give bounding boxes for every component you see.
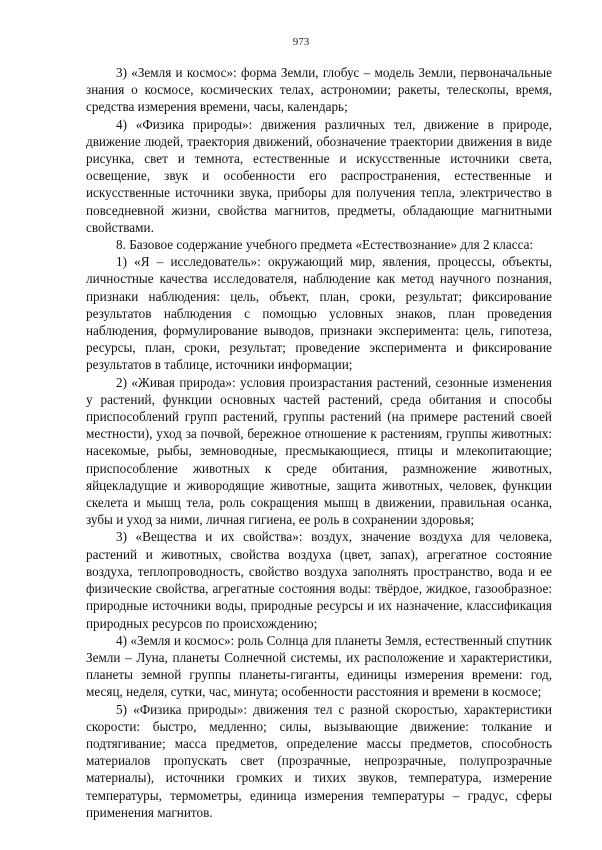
paragraph-earth-space-grade1: 3) «Земля и космос»: форма Земли, глобус – модель Земли, первоначальные знания о космосе, космических телах, астрономии; ракеты, телескопы, время, средства измерения времени, часы, календарь; [86,65,552,115]
paragraph-researcher: 1) «Я – исследователь»: окружающий мир, явления, процессы, объекты, личностные качества исследователя, наблюдение как метод научного познания, признаки наблюдения: цель, объект, план, сроки, результат; фиксирование результатов наблюдения с помощью условных знаков, план проведения наблюдения, формулирование выводов, признаки эксперимента: цель, гипотеза, ресурсы, план, сроки, результат; проведение эксперимента и фиксирование результатов в таблице, источники информации; [86,254,552,373]
paragraph-living-nature: 2) «Живая природа»: условия произрастания растений, сезонные изменения у растений, функции основных частей растений, среда обитания и способы приспособлений групп растений, группы растений (на примере растений своей местности), уход за почвой, бережное отношение к растениям, группы животных: насекомые, рыбы, земноводные, пресмыкающиеся, птицы и млекопитающие; приспособление животных к среде обитания, размножение животных, яйцекладущие и живородящие животные, защита животных, человек, функции скелета и мышц тела, роль сокращения мышц в движении, правильная осанка, зубы и уход за ними, личная гигиена, ее роль в сохранении здоровья; [86,374,552,528]
paragraph-physics-nature-grade1: 4) «Физика природы»: движения различных тел, движение в природе, движение людей, траектория движений, обозначение траектории движения в виде рисунка, свет и темнота, естественные и искусственные источники света, освещение, звук и особенности его распространения, естественные и искусственные источники звука, приборы для получения тепла, электричество в повседневной жизни, свойства магнитов, предметы, обладающие магнитными свойствами. [86,116,552,235]
paragraph-earth-space-grade2: 4) «Земля и космос»: роль Солнца для планеты Земля, естественный спутник Земли – Луна, планеты Солнечной системы, их расположение и характеристики, планеты земной группы планеты-гиганты, единицы измерения времени: год, месяц, неделя, сутки, час, минута; особенности расстояния и времени в космосе; [86,632,552,700]
page-number: 973 [292,36,310,48]
paragraph-substances: 3) «Вещества и их свойства»: воздух, значение воздуха для человека, растений и животных, свойства воздуха (цвет, запах), агрегатное состояние воздуха, теплопроводность, свойство воздуха заполнять пространство, вода и ее физические свойства, агрегатные состояния воды: твёрдое, жидкое, газообразное: природные источники воды, природные ресурсы и их назначение, классификация природных ресурсов по происхождению; [86,529,552,631]
section-heading-grade2: 8. Базовое содержание учебного предмета «Естествознание» для 2 класса: [116,237,534,253]
document-body [86,64,552,821]
paragraph-physics-nature-grade2: 5) «Физика природы»: движения тел с разной скоростью, характеристики скорости: быстро, медленно; силы, вызывающие движение: толкание и подтягивание; масса предметов, определение массы предметов, способность материалов пропускать свет (прозрачные, непрозрачные, полупрозрачные материалы), источники громких и тихих звуков, температура, измерение температуры, термометры, единица измерения температуры – градус, сферы применения магнитов. [86,701,552,820]
